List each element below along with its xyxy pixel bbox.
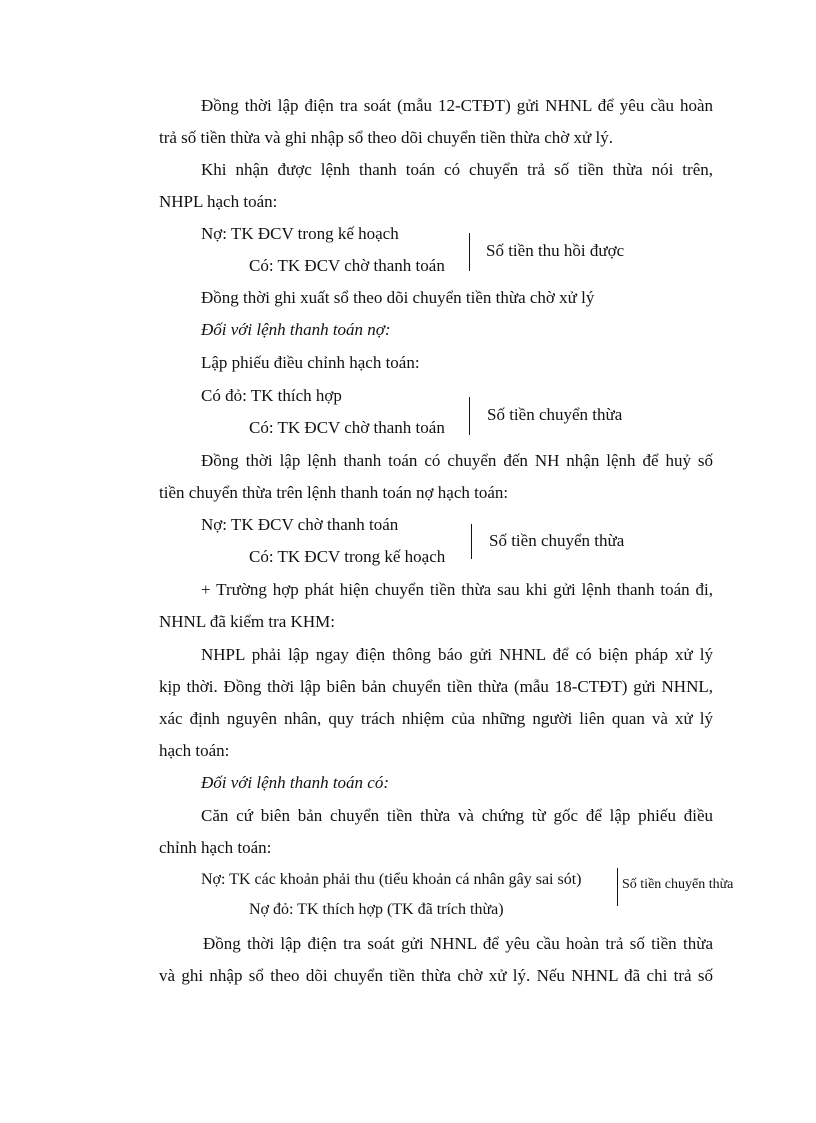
entry-debit: Nợ: TK ĐCV chờ thanh toán xyxy=(201,515,399,534)
paragraph-line: chỉnh hạch toán: xyxy=(159,838,272,857)
paragraph-line: Đồng thời ghi xuất sổ theo dõi chuyển tiền thừa chờ xử lý xyxy=(201,288,595,307)
entry-amount: Số tiền chuyển thừa xyxy=(489,531,625,550)
paragraph-line: hạch toán: xyxy=(159,741,230,760)
entry-amount: Số tiền thu hồi được xyxy=(486,241,625,260)
entry-credit: Có: TK ĐCV trong kế hoạch xyxy=(249,547,446,566)
entry-bracket xyxy=(617,868,618,906)
paragraph-line: Đồng thời lập lệnh thanh toán có chuyển đến NH nhận lệnh để huỷ số xyxy=(201,451,713,470)
paragraph-line: tiền chuyển thừa trên lệnh thanh toán nợ hạch toán: xyxy=(159,483,509,502)
paragraph-line: Đồng thời lập điện tra soát (mẫu 12-CTĐT) gửi NHNL để yêu cầu hoàn xyxy=(201,96,713,115)
paragraph-line: xác định nguyên nhân, quy trách nhiệm của những người liên quan và xử lý xyxy=(159,709,713,728)
paragraph-line: trả số tiền thừa và ghi nhập sổ theo dõi chuyển tiền thừa chờ xử lý. xyxy=(159,128,613,147)
section-heading: Đối với lệnh thanh toán nợ: xyxy=(201,320,391,339)
entry-debit: Nợ: TK ĐCV trong kế hoạch xyxy=(201,224,399,243)
paragraph-line: Khi nhận được lệnh thanh toán có chuyển trả số tiền thừa nói trên, xyxy=(201,160,713,179)
entry-amount: Số tiền chuyển thừa xyxy=(622,877,734,892)
paragraph-line: + Trường hợp phát hiện chuyển tiền thừa sau khi gửi lệnh thanh toán đi, xyxy=(201,580,713,599)
entry-credit: Có: TK ĐCV chờ thanh toán xyxy=(249,256,445,275)
paragraph-line: và ghi nhập sổ theo dõi chuyển tiền thừa chờ xử lý. Nếu NHNL đã chi trả số xyxy=(159,966,713,985)
entry-bracket xyxy=(469,397,470,435)
paragraph-line: NHPL hạch toán: xyxy=(159,192,278,211)
entry-amount: Số tiền chuyển thừa xyxy=(487,405,623,424)
paragraph-line: Đồng thời lập điện tra soát gửi NHNL để yêu cầu hoàn trả số tiền thừa xyxy=(203,934,713,953)
entry-credit: Có: TK ĐCV chờ thanh toán xyxy=(249,418,445,437)
section-heading: Đối với lệnh thanh toán có: xyxy=(201,773,390,792)
entry-credit: Nợ đỏ: TK thích hợp (TK đã trích thừa) xyxy=(249,901,504,918)
paragraph-line: NHPL phải lập ngay điện thông báo gửi NHNL để có biện pháp xử lý xyxy=(201,645,713,664)
entry-debit: Nợ: TK các khoản phải thu (tiểu khoản cá nhân gây sai sót) xyxy=(201,871,582,888)
entry-debit: Có đỏ: TK thích hợp xyxy=(201,386,342,405)
paragraph-line: Lập phiếu điều chỉnh hạch toán: xyxy=(201,353,420,372)
paragraph-line: NHNL đã kiểm tra KHM: xyxy=(159,612,335,631)
paragraph-line: kịp thời. Đồng thời lập biên bản chuyển tiền thừa (mẫu 18-CTĐT) gửi NHNL, xyxy=(159,677,713,696)
entry-bracket xyxy=(471,524,472,559)
entry-bracket xyxy=(469,233,470,271)
paragraph-line: Căn cứ biên bản chuyển tiền thừa và chứng từ gốc để lập phiếu điều xyxy=(201,806,713,825)
